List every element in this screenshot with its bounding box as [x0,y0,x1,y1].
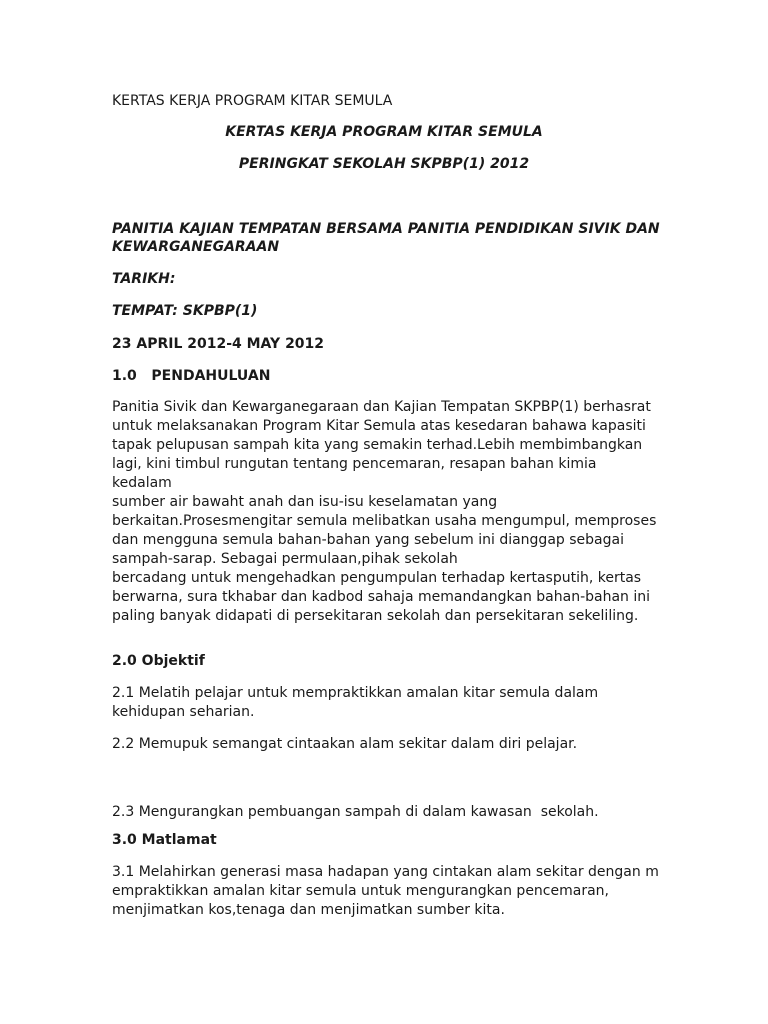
paragraph-line: sumber air bawaht anah dan isu-isu keselamatan yang [112,494,498,510]
place-label: TEMPAT: SKPBP(1) [112,303,258,319]
paragraph-line: Panitia Sivik dan Kewarganegaraan dan Kajian Tempatan SKPBP(1) berhasrat [112,399,651,415]
objective-line: 2.1 Melatih pelajar untuk mempraktikkan amalan kitar semula dalam [112,685,599,701]
document-title: KERTAS KERJA PROGRAM KITAR SEMULA [225,124,543,140]
goal-line: 3.1 Melahirkan generasi masa hadapan yang cintakan alam sekitar dengan m [112,864,659,880]
section-1-heading: 1.0 PENDAHULUAN [112,368,271,384]
paragraph-line: berkaitan.Prosesmengitar semula melibatkan usaha mengumpul, memproses [112,513,657,529]
goal-line: empraktikkan amalan kitar semula untuk mengurangkan pencemaran, [112,883,609,899]
section-2-heading: 2.0 Objektif [112,653,205,669]
section-3-heading: 3.0 Matlamat [112,832,217,848]
paragraph-line: bercadang untuk mengehadkan pengumpulan terhadap kertasputih, kertas [112,570,642,586]
paragraph-line: tapak pelupusan sampah kita yang semakin terhad.Lebih membimbangkan [112,437,643,453]
paragraph-line: paling banyak didapati di persekitaran sekolah dan persekitaran sekeliling. [112,608,639,624]
objective-line: 2.2 Memupuk semangat cintaakan alam sekitar dalam diri pelajar. [112,736,578,752]
committee-line-1: PANITIA KAJIAN TEMPATAN BERSAMA PANITIA PENDIDIKAN SIVIK DAN [112,221,660,237]
objective-line: kehidupan seharian. [112,704,255,720]
objective-line: 2.3 Mengurangkan pembuangan sampah di dalam kawasan sekolah. [112,804,599,820]
date-range: 23 APRIL 2012-4 MAY 2012 [112,336,325,352]
objective-2-1 [112,684,660,722]
objective-2-2 [112,735,660,754]
committee-heading [112,220,660,256]
section-1-paragraph [112,398,660,626]
goal-3-1 [112,863,660,920]
running-header: KERTAS KERJA PROGRAM KITAR SEMULA [112,93,393,109]
paragraph-line: sampah-sarap. Sebagai permulaan,pihak sekolah [112,551,458,567]
paragraph-line: lagi, kini timbul rungutan tentang pencemaran, resapan bahan kimia kedalam [112,456,597,491]
paragraph-line: untuk melaksanakan Program Kitar Semula atas kesedaran bahawa kapasiti [112,418,646,434]
committee-line-2: KEWARGANEGARAAN [112,239,280,255]
date-label: TARIKH: [112,271,176,287]
paragraph-line: berwarna, sura tkhabar dan kadbod sahaja memandangkan bahan-bahan ini [112,589,651,605]
paragraph-line: dan mengguna semula bahan-bahan yang sebelum ini dianggap sebagai [112,532,624,548]
document-subtitle: PERINGKAT SEKOLAH SKPBP(1) 2012 [238,156,530,172]
goal-line: menjimatkan kos,tenaga dan menjimatkan sumber kita. [112,902,505,918]
